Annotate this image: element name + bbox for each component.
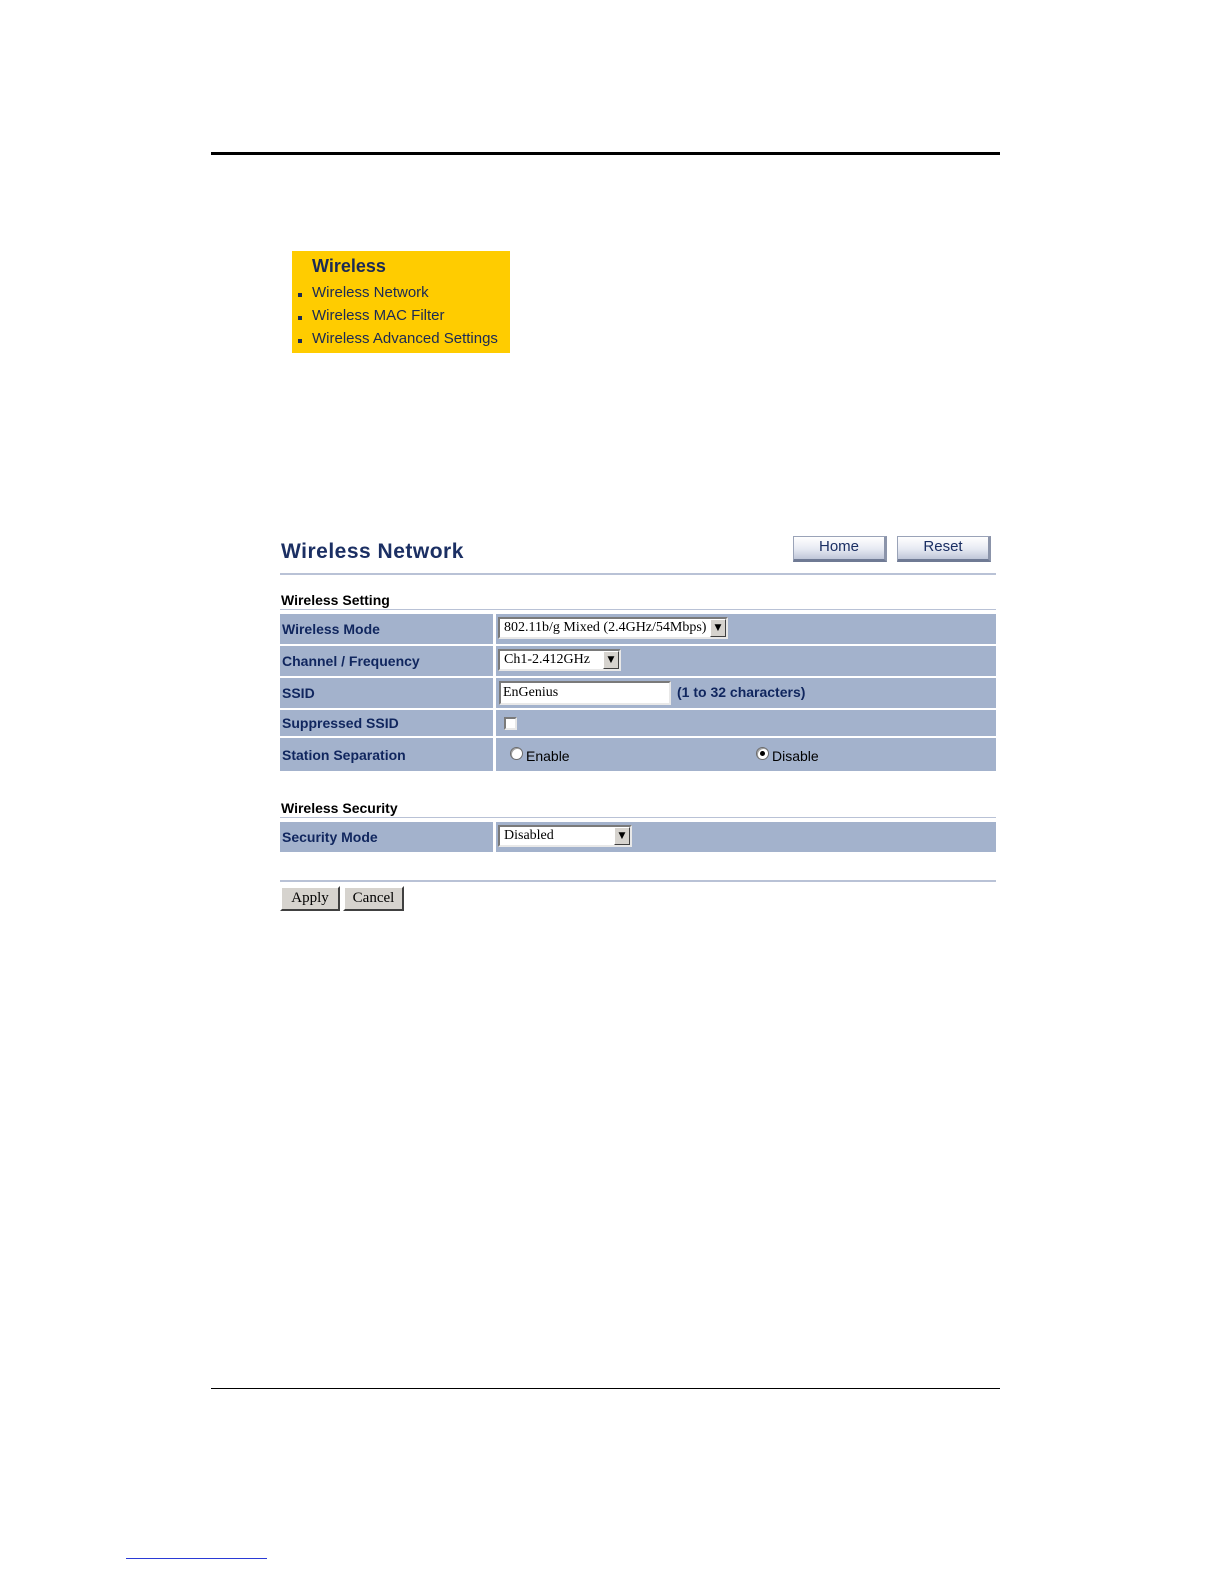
bullet-icon	[298, 316, 302, 320]
wireless-mode-select[interactable]	[498, 617, 728, 639]
row-channel-frequency	[280, 646, 996, 676]
disable-label: Disable	[772, 748, 819, 764]
menu-item-label: Wireless MAC Filter	[312, 307, 445, 324]
bullet-icon	[298, 293, 302, 297]
chevron-down-icon[interactable]: ▼	[710, 619, 726, 637]
ssid-label: SSID	[280, 678, 493, 708]
ssid-input[interactable]: EnGenius	[499, 681, 671, 705]
security-mode-value: Disabled	[504, 828, 554, 843]
page-title: Wireless Network	[281, 540, 464, 563]
home-button[interactable]: Home	[793, 536, 887, 562]
menu-item-label: Wireless Advanced Settings	[312, 330, 498, 347]
menu-item-wireless-mac-filter[interactable]	[292, 304, 510, 327]
suppressed-ssid-checkbox[interactable]	[504, 717, 517, 730]
channel-frequency-label: Channel / Frequency	[280, 646, 493, 676]
channel-frequency-select[interactable]	[498, 649, 621, 671]
row-security-mode	[280, 822, 996, 852]
wireless-menu	[292, 251, 510, 353]
security-mode-cell	[496, 822, 996, 852]
apply-button[interactable]: Apply	[280, 886, 340, 911]
cancel-button[interactable]: Cancel	[343, 886, 404, 911]
security-mode-select[interactable]	[498, 825, 632, 847]
station-separation-enable-radio[interactable]	[510, 747, 523, 760]
station-separation-cell	[496, 738, 996, 771]
section-divider	[280, 817, 996, 818]
security-mode-label: Security Mode	[280, 822, 493, 852]
wireless-mode-cell	[496, 614, 996, 644]
row-ssid	[280, 678, 996, 708]
wireless-mode-label: Wireless Mode	[280, 614, 493, 644]
station-separation-label: Station Separation	[280, 738, 493, 771]
row-station-separation	[280, 738, 996, 771]
bullet-icon	[298, 339, 302, 343]
suppressed-ssid-label: Suppressed SSID	[280, 710, 493, 736]
section-divider	[280, 609, 996, 610]
row-suppressed-ssid	[280, 710, 996, 736]
section-title-wireless-setting: Wireless Setting	[281, 592, 390, 608]
menu-item-wireless-advanced-settings[interactable]	[292, 327, 510, 350]
menu-title: Wireless	[312, 256, 386, 276]
header-rule	[211, 152, 1000, 155]
footer-rule	[211, 1388, 1000, 1389]
reset-button[interactable]: Reset	[897, 536, 991, 562]
ssid-hint: (1 to 32 characters)	[677, 684, 806, 700]
footnote-rule	[126, 1558, 267, 1559]
chevron-down-icon[interactable]: ▼	[614, 827, 630, 845]
actions-divider	[280, 880, 996, 882]
title-divider	[280, 573, 996, 575]
station-separation-disable-radio[interactable]	[756, 747, 769, 760]
suppressed-ssid-cell	[496, 710, 996, 736]
row-wireless-mode	[280, 614, 996, 644]
chevron-down-icon[interactable]: ▼	[603, 651, 619, 669]
section-title-wireless-security: Wireless Security	[281, 800, 398, 816]
ssid-cell	[496, 678, 996, 708]
menu-item-wireless-network[interactable]	[292, 281, 510, 304]
enable-label: Enable	[526, 748, 570, 764]
menu-item-label: Wireless Network	[312, 284, 429, 301]
channel-frequency-cell	[496, 646, 996, 676]
channel-frequency-value: Ch1-2.412GHz	[504, 652, 590, 667]
wireless-mode-value: 802.11b/g Mixed (2.4GHz/54Mbps)	[504, 620, 707, 635]
